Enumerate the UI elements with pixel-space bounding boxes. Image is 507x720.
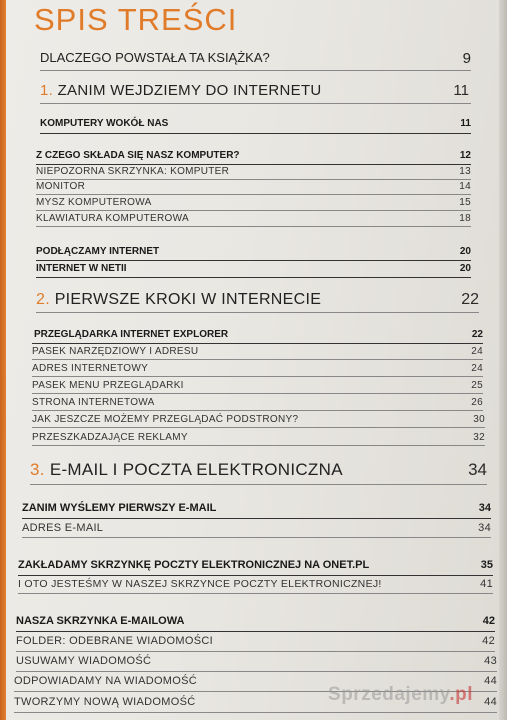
toc-rule — [22, 518, 491, 519]
toc-section-label: KOMPUTERY WOKÓŁ NAS — [40, 118, 169, 129]
toc-rule — [36, 226, 471, 227]
toc-section-page: 35 — [480, 559, 493, 571]
toc-entry-label: PASEK MENU PRZEGLĄDARKI — [32, 380, 184, 391]
toc-entry-label: ADRES E-MAIL — [22, 522, 104, 534]
toc-rule — [14, 712, 497, 713]
toc-section-page: 20 — [459, 263, 471, 274]
toc-rule — [32, 376, 483, 377]
toc-rule — [32, 445, 485, 446]
toc-section-page: 22 — [471, 329, 483, 340]
toc-entry-page: 13 — [459, 166, 471, 177]
toc-rule — [36, 277, 471, 278]
toc-rule — [36, 260, 471, 261]
toc-section-label: ZANIM WYŚLEMY PIERWSZY E-MAIL — [22, 502, 217, 514]
toc-rule — [36, 194, 471, 195]
chapter-number: 1. — [40, 82, 54, 99]
toc-entry-label: JAK JESZCZE MOŻEMY PRZEGLĄDAĆ PODSTRONY? — [32, 414, 299, 425]
toc-section-label: ZAKŁADAMY SKRZYNKĘ POCZTY ELEKTRONICZNEJ NA ONET.PL — [18, 559, 370, 571]
toc-section-label: NASZA SKRZYNKA E-MAILOWA — [16, 615, 185, 627]
toc-rule — [32, 359, 483, 360]
page-title: SPIS TREŚCI — [34, 2, 238, 37]
toc-entry-label: ODPOWIADAMY NA WIADOMOŚĆ — [14, 675, 198, 687]
page-right-edge — [499, 0, 507, 720]
toc-section-page: 12 — [459, 150, 471, 161]
toc-rule — [36, 210, 471, 211]
toc-entry-label: STRONA INTERNETOWA — [32, 397, 155, 408]
toc-rule — [36, 164, 471, 165]
toc-entry-label: PRZESZKADZAJĄCE REKLAMY — [32, 432, 188, 443]
toc-section-page: 11 — [460, 118, 471, 129]
toc-section-label: PODŁĄCZAMY INTERNET — [36, 246, 160, 257]
toc-entry-page: 26 — [471, 397, 483, 408]
toc-section-page: 20 — [459, 246, 471, 257]
toc-entry-label: FOLDER: ODEBRANE WIADOMOŚCI — [16, 635, 213, 647]
toc-rule — [16, 631, 495, 632]
toc-rule — [18, 593, 493, 594]
toc-entry-page: 42 — [482, 635, 495, 647]
chapter-page: 11 — [453, 82, 469, 99]
toc-entry-page: 44 — [484, 696, 497, 708]
toc-entry-page: 24 — [471, 363, 483, 374]
toc-section-label: PRZEGLĄDARKA INTERNET EXPLORER — [34, 329, 229, 340]
toc-entry-page: 32 — [473, 432, 485, 443]
toc-rule — [32, 343, 483, 344]
page-left-edge — [0, 0, 6, 720]
toc-entry-label: I OTO JESTEŚMY W NASZEJ SKRZYNCE POCZTY ELEKTRONICZNEJ! — [18, 578, 382, 590]
toc-section-label: INTERNET W NETII — [36, 263, 127, 274]
chapter-page: 22 — [461, 291, 479, 308]
toc-rule — [32, 393, 483, 394]
toc-entry-label: TWORZYMY NOWĄ WIADOMOŚĆ — [14, 696, 196, 708]
toc-rule — [36, 179, 471, 180]
chapter-number: 2. — [36, 291, 50, 308]
toc-entry-page: 18 — [459, 213, 471, 224]
toc-section-page: 34 — [478, 502, 491, 514]
toc-rule — [32, 427, 485, 428]
chapter-title: ZANIM WEJDZIEMY DO INTERNETU — [57, 82, 322, 99]
toc-rule — [40, 70, 471, 71]
watermark-suffix: .pl — [449, 684, 473, 705]
toc-entry-label: DLACZEGO POWSTAŁA TA KSIĄŻKA? — [40, 50, 270, 65]
chapter-number: 3. — [30, 460, 45, 479]
toc-rule — [30, 484, 487, 485]
toc-entry-page: 25 — [471, 380, 483, 391]
toc-section-page: 42 — [482, 615, 495, 627]
toc-entry-page: 34 — [478, 522, 491, 534]
toc-rule — [40, 133, 471, 134]
toc-entry-label: KLAWIATURA KOMPUTEROWA — [36, 213, 189, 224]
chapter-page: 34 — [468, 460, 487, 479]
chapter-title: E-MAIL I POCZTA ELEKTRONICZNA — [49, 460, 343, 479]
toc-entry-label: ADRES INTERNETOWY — [32, 363, 149, 374]
toc-entry-label: NIEPOZORNA SKRZYNKA: KOMPUTER — [36, 166, 230, 177]
toc-entry-page: 41 — [480, 578, 493, 590]
toc-entry-label: PASEK NARZĘDZIOWY I ADRESU — [32, 346, 199, 357]
toc-entry-label: MONITOR — [36, 181, 86, 192]
toc-rule — [32, 410, 483, 411]
toc-entry-page: 43 — [484, 655, 497, 667]
toc-rule — [16, 651, 495, 652]
toc-entry-label: USUWAMY WIADOMOŚĆ — [16, 655, 152, 667]
toc-section-label: Z CZEGO SKŁADA SIĘ NASZ KOMPUTER? — [36, 150, 240, 161]
toc-entry-page: 15 — [459, 197, 471, 208]
watermark-name: Sprzedajemy — [328, 684, 450, 705]
toc-rule — [40, 103, 471, 104]
toc-entry-page: 44 — [484, 675, 497, 687]
toc-entry-page: 24 — [471, 346, 483, 357]
toc-entry-label: MYSZ KOMPUTEROWA — [36, 197, 152, 208]
watermark-logo — [328, 684, 473, 706]
toc-rule — [22, 537, 491, 538]
toc-entry-page: 14 — [459, 181, 471, 192]
toc-entry-page: 9 — [462, 50, 471, 67]
chapter-title: PIERWSZE KROKI W INTERNECIE — [54, 291, 322, 308]
toc-rule — [18, 575, 493, 576]
toc-rule — [16, 671, 497, 672]
toc-entry-page: 30 — [473, 414, 485, 425]
toc-rule — [36, 312, 479, 313]
